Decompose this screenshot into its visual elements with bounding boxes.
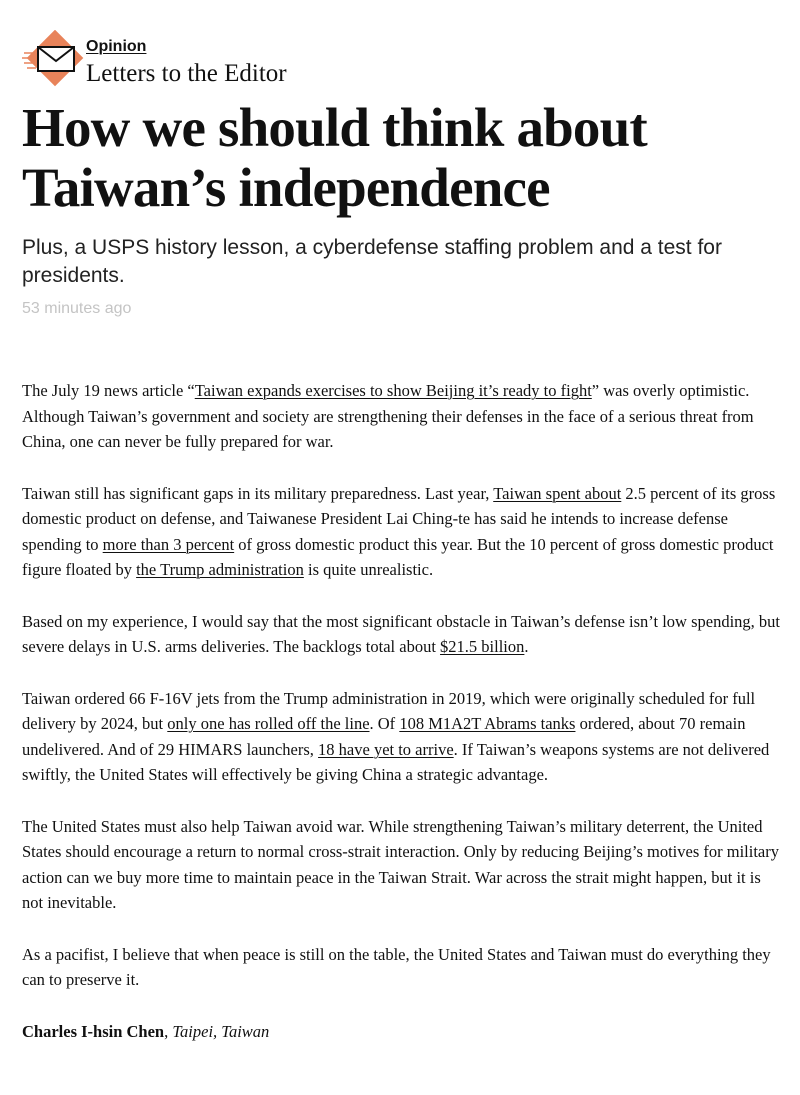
- text-run: is quite unrealistic.: [303, 560, 434, 579]
- text-run: 2.5 percent of its gross domestic product on defense, and Taiwanese President Lai Ching-te has said he intends to increase defense spending to: [22, 483, 776, 554]
- text-run: Taiwan still has significant gaps in its military preparedness. Last year,: [22, 483, 494, 503]
- text-run: As a pacifist, I believe that when peace is still on the table, the United States and Taiwan must do everything they can to preserve it.: [22, 944, 771, 989]
- headline-line-2: Taiwan’s independence: [22, 157, 550, 218]
- section-header: [22, 30, 522, 90]
- link-more-than-3-percent[interactable]: more than 3 percent: [102, 534, 235, 554]
- link-taiwan-spent[interactable]: Taiwan spent about: [493, 483, 622, 503]
- paragraph-5: [22, 814, 782, 916]
- timestamp: 53 minutes ago: [22, 300, 132, 317]
- link-taiwan-exercises[interactable]: Taiwan expands exercises to show Beijing it’s ready to fight: [194, 381, 592, 400]
- text-run: .: [524, 637, 529, 656]
- text-run: ” was overly optimistic. Although Taiwan’s government and society are strengthening their defenses in the face of a serious threat from China, one can never be fully prepared for war.: [22, 381, 754, 451]
- link-only-one-rolled-off[interactable]: only one has rolled off the line: [167, 714, 370, 733]
- text-run: . Of: [369, 714, 400, 733]
- link-abrams-tanks[interactable]: 108 M1A2T Abrams tanks: [399, 714, 576, 733]
- envelope-icon: [22, 30, 84, 90]
- link-trump-administration[interactable]: the Trump administration: [136, 560, 304, 579]
- text-run: of gross domestic product this year. But the 10 percent of gross domestic product figure floated by: [22, 534, 774, 579]
- headline-line-1: How we should think about: [22, 97, 647, 158]
- article-body: [22, 378, 782, 1070]
- section-label[interactable]: Opinion: [86, 38, 147, 55]
- link-backlog-total[interactable]: $21.5 billion: [440, 637, 525, 656]
- author-signature: [22, 1019, 782, 1045]
- author-location: Taipei, Taiwan: [172, 1021, 270, 1041]
- text-run: The July 19 news article “: [22, 381, 195, 400]
- author-name: Charles I-hsin Chen: [22, 1021, 165, 1041]
- link-himars-yet-to-arrive[interactable]: 18 have yet to arrive: [318, 739, 454, 759]
- text-run: Based on my experience, I would say that the most significant obstacle in Taiwan’s defense isn’t low spending, but severe delays in U.S. arms deliveries. The backlogs total about: [22, 611, 780, 656]
- page-title: [22, 98, 782, 218]
- paragraph-6: [22, 942, 782, 993]
- signature-separator: ,: [164, 1021, 173, 1041]
- text-run: Taiwan ordered 66 F-16V jets from the Trump administration in 2019, which were originally scheduled for full delivery by 2024, but: [22, 688, 756, 733]
- text-run: ordered, about 70 remain undelivered. And of 29 HIMARS launchers,: [22, 714, 746, 759]
- paragraph-3: [22, 609, 782, 660]
- paragraph-2: [22, 481, 782, 583]
- subheadline: Plus, a USPS history lesson, a cyberdefense staffing problem and a test for presidents.: [22, 236, 722, 287]
- section-name[interactable]: Letters to the Editor: [86, 60, 287, 87]
- text-run: The United States must also help Taiwan avoid war. While strengthening Taiwan’s military deterrent, the United States should encourage a return to normal cross-strait interaction. Only by reducing Beijing’s motives for military action can we buy more time to maintain peace in the Taiwan Strait. War across the strait might happen, but it is not inevitable.: [22, 816, 779, 912]
- text-run: . If Taiwan’s weapons systems are not delivered swiftly, the United States will effectively be giving China a strategic advantage.: [22, 739, 770, 784]
- paragraph-1: [22, 378, 782, 455]
- paragraph-4: [22, 686, 782, 788]
